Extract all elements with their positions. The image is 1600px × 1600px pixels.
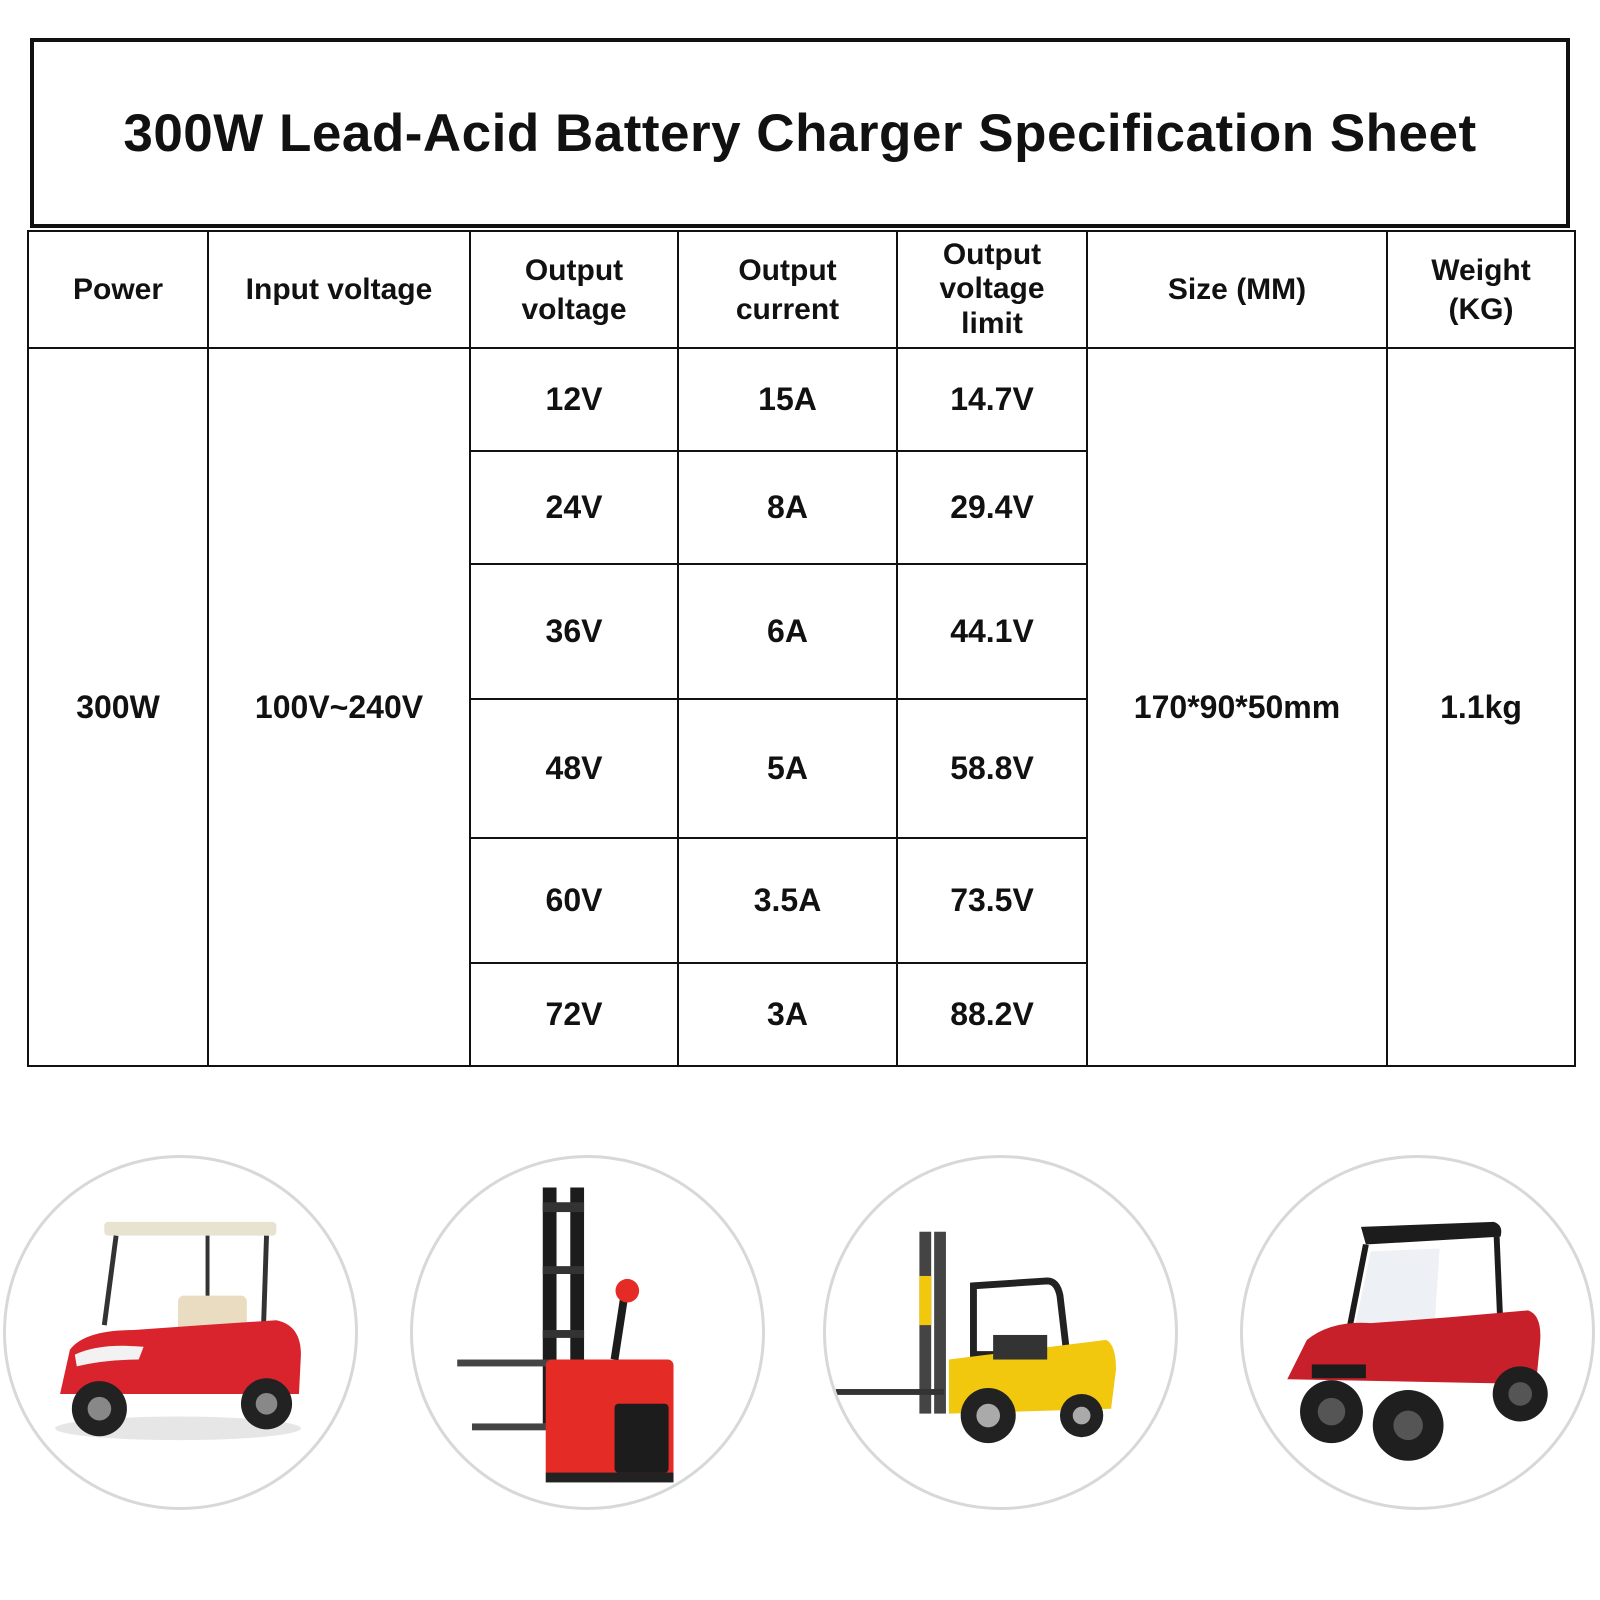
cell-voltage-limit: 29.4V [897, 451, 1087, 564]
page-title: 300W Lead-Acid Battery Charger Specification Sheet [123, 103, 1477, 163]
cell-output-current: 15A [678, 348, 897, 451]
cell-output-voltage: 60V [470, 838, 678, 963]
header-output-voltage-line1: Output [524, 253, 624, 287]
header-weight [1387, 231, 1575, 348]
header-output-voltage-limit [897, 231, 1087, 348]
cell-output-voltage: 24V [470, 451, 678, 564]
header-voltage-limit-line2: voltage [939, 272, 1045, 306]
cell-voltage-limit: 88.2V [897, 963, 1087, 1066]
cell-input-voltage: 100V~240V [208, 348, 470, 1066]
cell-voltage-limit: 14.7V [897, 348, 1087, 451]
electric-stacker-image [410, 1155, 765, 1510]
cell-voltage-limit: 73.5V [897, 838, 1087, 963]
header-weight-line2: (KG) [1448, 292, 1514, 326]
header-output-current-line2: current [735, 292, 840, 326]
header-output-voltage-line2: voltage [521, 292, 627, 326]
cell-output-voltage: 36V [470, 564, 678, 699]
title-box [30, 38, 1570, 228]
cell-output-voltage: 72V [470, 963, 678, 1066]
cell-output-current: 3.5A [678, 838, 897, 963]
header-power: Power [28, 231, 208, 348]
golf-cart-icon [6, 1158, 355, 1507]
forklift-image [823, 1155, 1178, 1510]
cell-power: 300W [28, 348, 208, 1066]
golf-cart-image [3, 1155, 358, 1510]
header-weight-line1: Weight [1431, 253, 1531, 287]
cell-output-current: 6A [678, 564, 897, 699]
vehicle-gallery [0, 1145, 1600, 1525]
cell-output-current: 8A [678, 451, 897, 564]
cell-voltage-limit: 44.1V [897, 564, 1087, 699]
header-output-current-line1: Output [738, 253, 837, 287]
cell-size: 170*90*50mm [1087, 348, 1387, 1066]
cell-output-current: 3A [678, 963, 897, 1066]
header-size: Size (MM) [1087, 231, 1387, 348]
header-output-voltage [470, 231, 678, 348]
header-voltage-limit-line1: Output [942, 237, 1042, 271]
electric-stacker-icon [413, 1158, 762, 1507]
header-input-voltage: Input voltage [208, 231, 470, 348]
cell-weight: 1.1kg [1387, 348, 1575, 1066]
cell-output-voltage: 48V [470, 699, 678, 838]
table-row [28, 348, 1575, 451]
cell-output-voltage: 12V [470, 348, 678, 451]
header-row [28, 231, 1575, 348]
header-output-current [678, 231, 897, 348]
utv-icon [1243, 1158, 1592, 1507]
header-voltage-limit-line3: limit [961, 306, 1023, 340]
utv-image [1240, 1155, 1595, 1510]
spec-table [27, 230, 1576, 1067]
cell-voltage-limit: 58.8V [897, 699, 1087, 838]
cell-output-current: 5A [678, 699, 897, 838]
forklift-icon [826, 1158, 1175, 1507]
